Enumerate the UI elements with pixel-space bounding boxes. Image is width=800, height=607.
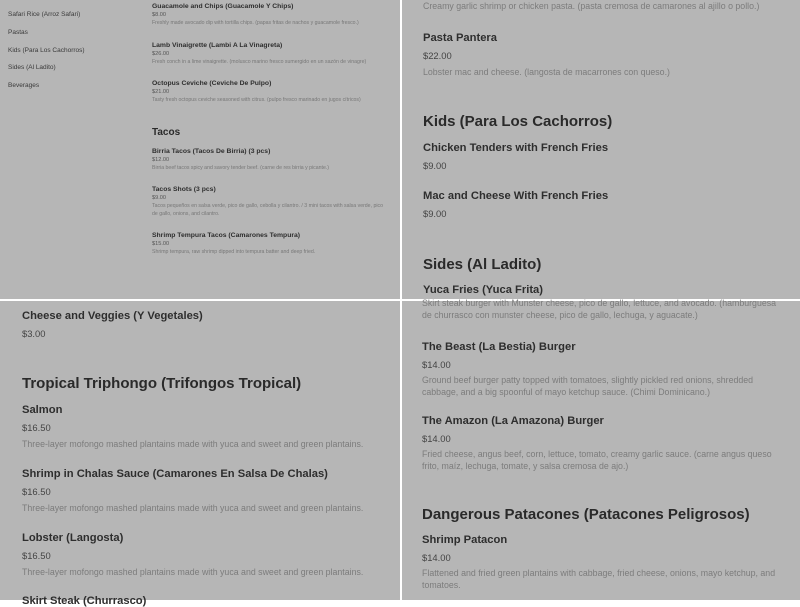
item-description: Creamy garlic shrimp or chicken pasta. (pasta cremosa de camarones al ajillo o pollo.) (423, 1, 760, 11)
item-price: $26.00 (152, 50, 170, 57)
item-price: $22.00 (423, 50, 452, 61)
menu-item[interactable] (152, 41, 384, 67)
item-name: The Amazon (La Amazona) Burger (422, 415, 604, 427)
menu-item-lobster[interactable] (22, 532, 392, 578)
item-name: Yuca Fries (Yuca Frita) (423, 284, 544, 296)
sidebar-item-beverages[interactable]: Beverages (8, 82, 40, 90)
item-price: $8.00 (152, 12, 166, 18)
menu-pane-top-right (402, 0, 800, 299)
menu-item-shrimp-patacon[interactable] (422, 534, 787, 592)
item-description: Three-layer mofongo mashed plantains made with yuca and sweet and green plantains. (22, 439, 364, 449)
item-description: Fried cheese, angus beef, corn, lettuce, tomato, creamy garlic sauce. (carne angus queso frito, maíz, lechuga, tomate, y salsa cremosa de ajo.) (422, 449, 772, 472)
item-price: $14.00 (422, 552, 451, 563)
item-price: $12.00 (152, 156, 170, 163)
sidebar-item-safari-rice[interactable]: Safari Rice (Arroz Safari) (8, 11, 81, 18)
menu-item[interactable] (152, 2, 384, 28)
item-description: Tacos pequeños en salsa verde, pico de gallo, cebolla y cilantro. / 3 mini tacos with salsa verde, pico de gallo, onions, and cilantro. (152, 203, 383, 217)
menu-item-shrimp-chalas[interactable] (22, 468, 392, 514)
item-description: Shrimp tempura, raw shrimp dipped into tempura batter and deep fried. (152, 249, 316, 255)
item-price: $21.00 (152, 89, 170, 95)
menu-item[interactable] (152, 231, 384, 257)
menu-pane-bottom-left (0, 301, 400, 607)
menu-item-chicken-tenders[interactable] (423, 142, 793, 171)
section-heading-tacos: Tacos (152, 126, 181, 138)
item-price: $9.00 (423, 208, 447, 219)
item-description: Tasty fresh octopus ceviche seasoned with citrus. (pulpo fresco marinado en jugos cítricos) (152, 97, 361, 103)
menu-item-yuca-fries[interactable] (423, 284, 793, 296)
item-price: $14.00 (422, 433, 451, 444)
item-price: $3.00 (22, 328, 46, 339)
item-description: Three-layer mofongo mashed plantains made with yuca and sweet and green plantains. (22, 567, 364, 577)
item-price: $16.50 (22, 486, 51, 497)
item-description: Freshly made avocado dip with tortilla chips. (papas fritas de nachos y guacamole fresco.) (152, 20, 359, 26)
item-price: $9.00 (152, 195, 166, 201)
section-heading-sides: Sides (Al Ladito) (423, 256, 542, 273)
item-description: Skirt steak burger with Munster cheese, pico de gallo, lettuce, and avocado. (hamburguesa de churrasco con munster cheese, pico de gallo, lechuga, y aguacate.) (422, 298, 777, 321)
item-price: $16.50 (22, 422, 51, 433)
item-description: Ground beef burger patty topped with tomatoes, slightly pickled red onions, shredded cabbage, and a big spoonful of mayo ketchup sauce. (Chimi Dominicano.) (422, 375, 754, 398)
item-name: Pasta Pantera (423, 32, 498, 44)
menu-item-mac-cheese[interactable] (423, 190, 793, 219)
item-description: Lobster mac and cheese. (langosta de macarrones con queso.) (423, 67, 670, 77)
item-name: Lobster (Langosta) (22, 532, 124, 544)
menu-item-pasta-pantera[interactable] (423, 32, 793, 78)
item-price: $9.00 (423, 160, 447, 171)
item-description: Flattened and fried green plantains with cabbage, fried cheese, onions, mayo ketchup, and tomatoes. (422, 568, 776, 591)
item-name: Shrimp in Chalas Sauce (Camarones En Salsa De Chalas) (22, 468, 328, 480)
item-name: Tacos Shots (3 pcs) (152, 186, 216, 193)
sidebar-item-kids[interactable]: Kids (Para Los Cachorros) (8, 46, 85, 54)
sidebar-item-pastas[interactable]: Pastas (8, 28, 28, 36)
item-name: Shrimp Patacon (422, 534, 508, 546)
category-sidebar (8, 0, 128, 97)
item-description: Three-layer mofongo mashed plantains made with yuca and sweet and green plantains. (22, 503, 364, 513)
item-name: Guacamole and Chips (Guacamole Y Chips) (152, 3, 294, 10)
section-heading-tropical-triphongo: Tropical Triphongo (Trifongos Tropical) (22, 375, 302, 392)
item-price: $15.00 (152, 241, 170, 247)
menu-list (152, 0, 384, 270)
item-name: Octopus Ceviche (Ceviche De Pulpo) (152, 80, 272, 87)
menu-pane-top-left (0, 0, 400, 299)
item-description: Birria beef tacos spicy and savory tender beef. (carne de res birria y picante.) (152, 164, 330, 171)
item-name: Mac and Cheese With French Fries (423, 190, 609, 202)
menu-item-cheese-veggies[interactable] (22, 310, 392, 339)
item-name: Shrimp Tempura Tacos (Camarones Tempura) (152, 232, 301, 239)
menu-item-the-beast[interactable] (422, 341, 787, 399)
section-heading-kids: Kids (Para Los Cachorros) (423, 113, 613, 130)
sidebar-item-sides[interactable]: Sides (Al Ladito) (8, 64, 56, 72)
item-price: $14.00 (422, 359, 451, 370)
item-name: Chicken Tenders with French Fries (423, 142, 609, 154)
item-name: The Beast (La Bestia) Burger (422, 341, 576, 353)
item-name: Salmon (22, 404, 63, 416)
item-name: Cheese and Veggies (Y Vegetales) (22, 310, 203, 322)
item-name: Birria Tacos (Tacos De Birria) (3 pcs) (152, 147, 271, 155)
menu-item[interactable] (152, 185, 384, 218)
menu-item-the-amazon[interactable] (422, 415, 787, 473)
item-price: $16.50 (22, 550, 51, 561)
menu-item[interactable] (152, 79, 384, 105)
menu-pane-bottom-right (402, 298, 800, 600)
item-description: Fresh conch in a lime vinaigrette. (molusco marino fresco sumergido en un sazón de vinagre) (152, 58, 367, 65)
menu-item[interactable] (152, 147, 384, 173)
item-name: Lamb Vinaigrette (Lambi A La Vinagreta) (152, 41, 283, 49)
section-heading-dangerous-patacones: Dangerous Patacones (Patacones Peligrosos) (422, 506, 750, 523)
menu-item-salmon[interactable] (22, 404, 392, 450)
item-name-cut-off[interactable]: Skirt Steak (Churrasco) (22, 595, 147, 607)
